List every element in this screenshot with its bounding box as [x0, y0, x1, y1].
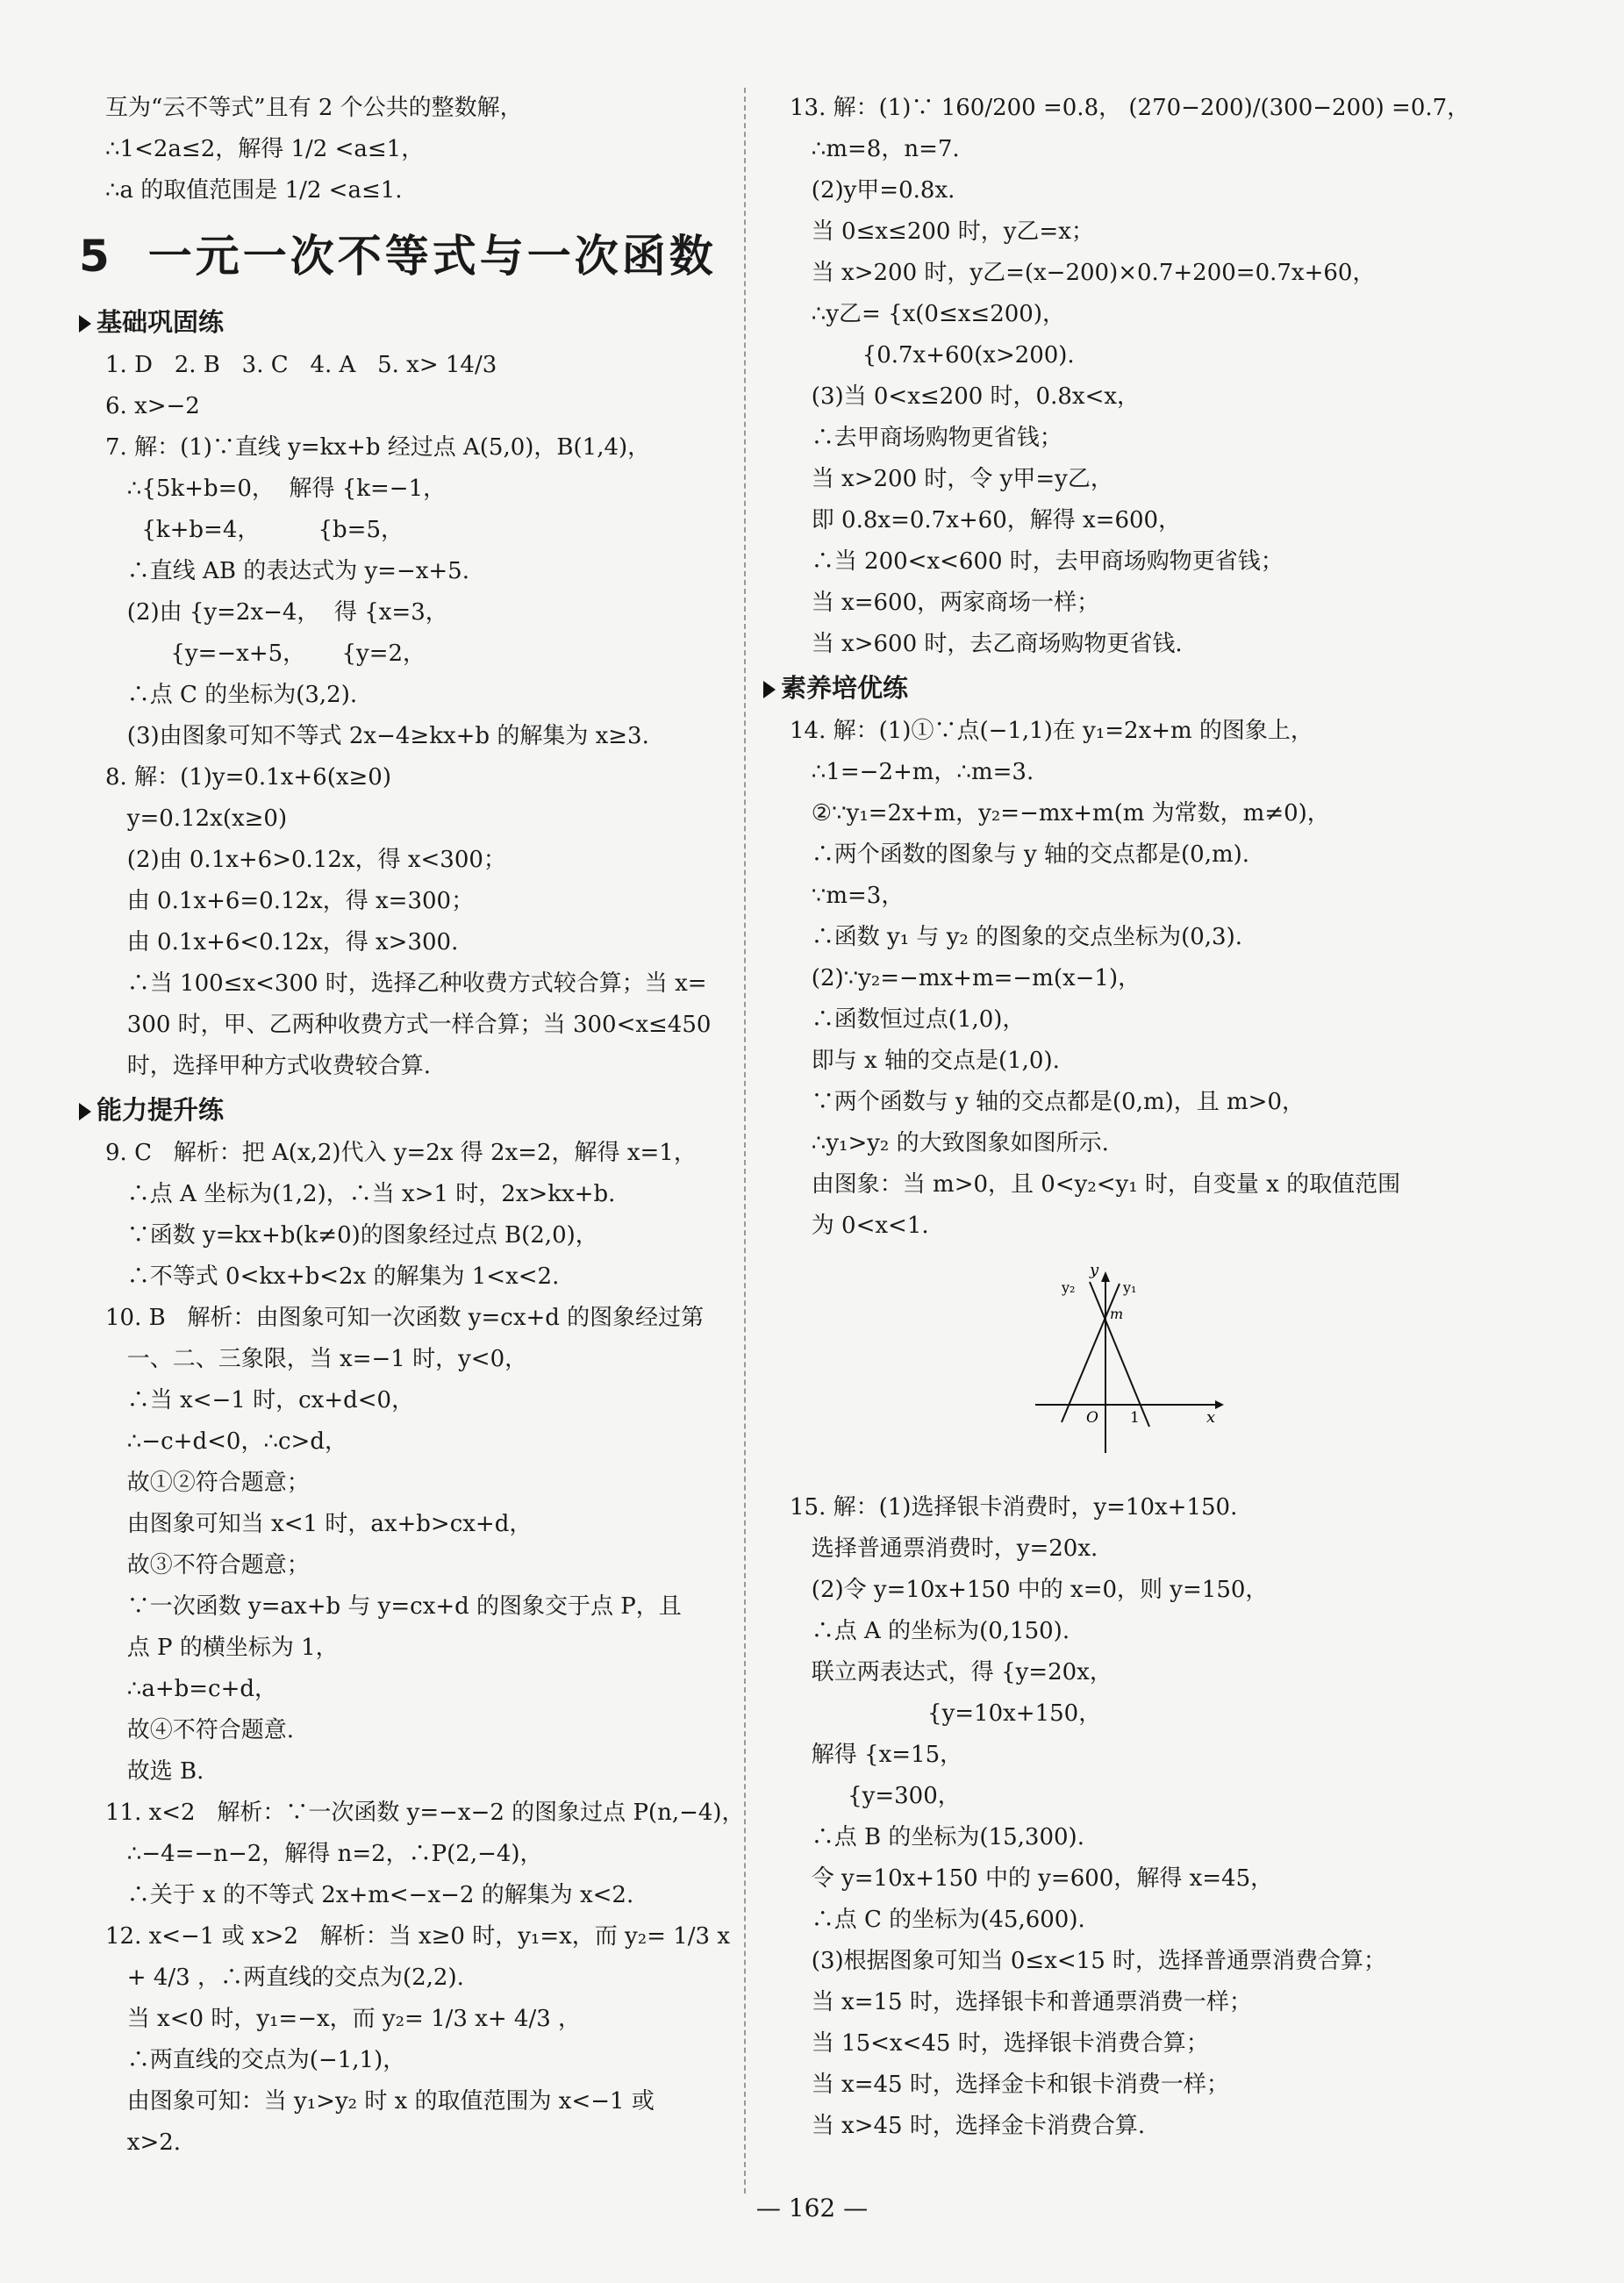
intro-lines: [105, 88, 719, 211]
text-line: (3)当 0<x≤200 时，0.8x<x，: [790, 383, 1141, 410]
text-line: 9. C 解析：把 A(x,2)代入 y=2x 得 2x=2，解得 x=1，: [105, 1140, 697, 1166]
text-line: (2)令 y=10x+150 中的 x=0，则 y=150，: [790, 1577, 1269, 1603]
text-line: 15. 解：(1)选择银卡消费时，y=10x+150.: [790, 1494, 1238, 1521]
text-line: 13. 解：(1)∵ 160/200 =0.8， (270−200)/(300−200) =0.7，: [790, 95, 1470, 121]
basic-lines: [105, 345, 719, 1087]
text-line: 一、二、三象限，当 x=−1 时，y<0，: [105, 1346, 528, 1372]
text-line: 12. x<−1 或 x>2 解析：当 x≥0 时，y₁=x，而 y₂= 1/3 x: [105, 1923, 730, 1950]
text-line: 当 x>45 时，选择金卡消费合算.: [790, 2113, 1146, 2139]
text-line: ∴函数恒过点(1,0)，: [790, 1006, 1026, 1033]
left-column: [79, 88, 745, 2164]
text-line: {y=300，: [790, 1783, 961, 1809]
text-line: 当 15<x<45 时，选择银卡消费合算；: [790, 2030, 1209, 2057]
y2-label: y₂: [1062, 1279, 1076, 1296]
function-graph: [1027, 1264, 1430, 1470]
text-line: 为 0<x<1.: [790, 1213, 929, 1239]
text-line: 由图象可知：当 y₁>y₂ 时 x 的取值范围为 x<−1 或: [105, 2088, 655, 2115]
text-line: 当 x=15 时，选择银卡和普通票消费一样；: [790, 1989, 1252, 2015]
text-line: 故④不符合题意.: [105, 1717, 295, 1743]
text-line: ∵函数 y=kx+b(k≠0)的图象经过点 B(2,0)，: [105, 1222, 598, 1249]
text-line: (3)由图象可知不等式 2x−4≥kx+b 的解集为 x≥3.: [105, 723, 649, 749]
y-axis-label: y: [1090, 1264, 1099, 1279]
text-line: 7. 解：(1)∵直线 y=kx+b 经过点 A(5,0)，B(1,4)，: [105, 434, 651, 461]
text-line: 当 x>200 时，y乙=(x−200)×0.7+200=0.7x+60，: [790, 260, 1376, 286]
text-line: (2)由 {y=2x−4， 得 {x=3，: [105, 599, 448, 626]
ability-lines: [105, 1133, 745, 2164]
text-line: ∴直线 AB 的表达式为 y=−x+5.: [105, 558, 469, 584]
text-line: ∴当 x<−1 时，cx+d<0，: [105, 1387, 415, 1413]
text-line: ∴−c+d<0，∴c>d，: [105, 1428, 347, 1455]
text-line: ∵两个函数与 y 轴的交点都是(0,m)，且 m>0，: [790, 1089, 1306, 1115]
text-line: {k+b=4， {b=5，: [105, 517, 404, 543]
text-line: 300 时，甲、乙两种收费方式一样合算；当 300<x≤450: [105, 1012, 712, 1038]
text-line: ∴关于 x 的不等式 2x+m<−x−2 的解集为 x<2.: [105, 1882, 634, 1908]
text-line: ∴1=−2+m，∴m=3.: [790, 759, 1034, 785]
text-line: ∴两个函数的图象与 y 轴的交点都是(0,m).: [790, 841, 1250, 868]
text-line: ∴y₁>y₂ 的大致图象如图所示.: [790, 1130, 1109, 1156]
text-line: {y=10x+150，: [790, 1700, 1102, 1727]
text-line: ∴函数 y₁ 与 y₂ 的图象的交点坐标为(0,3).: [790, 924, 1242, 950]
text-line: 点 P 的横坐标为 1，: [105, 1635, 339, 1661]
one-label: 1: [1130, 1409, 1140, 1427]
text-line: + 4/3 ，∴两直线的交点为(2,2).: [105, 1965, 464, 1991]
text-line: x>2.: [105, 2129, 182, 2156]
y-axis-arrow: [1101, 1271, 1110, 1282]
text-line: 故①②符合题意；: [105, 1470, 310, 1496]
text-line: 由 0.1x+6=0.12x，得 x=300；: [105, 888, 475, 914]
text-line: 当 x=600，两家商场一样；: [790, 590, 1100, 616]
text-line: 故选 B.: [105, 1758, 204, 1785]
text-line: 11. x<2 解析：∵一次函数 y=−x−2 的图象过点 P(n,−4)，: [105, 1800, 745, 1826]
text-line: 6. x>−2: [105, 393, 200, 419]
text-line: {0.7x+60(x>200).: [790, 342, 1075, 369]
text-line: ∴{5k+b=0， 解得 {k=−1，: [105, 476, 447, 502]
text-line: 选择普通票消费时，y=20x.: [790, 1535, 1098, 1562]
section-number: 5: [79, 231, 113, 282]
text-line: ∴y乙= {x(0≤x≤200)，: [790, 301, 1065, 327]
section-title-text: 一元一次不等式与一次函数: [147, 231, 717, 282]
text-line: 联立两表达式，得 {y=20x，: [790, 1659, 1112, 1685]
text-line: ∴−4=−n−2，解得 n=2，∴P(2,−4)，: [105, 1841, 543, 1867]
text-line: ∴当 200<x<600 时，去甲商场购物更省钱；: [790, 548, 1284, 575]
text-line: ∴1<2a≤2，解得 1/2 <a≤1，: [105, 136, 425, 162]
text-line: (2)y甲=0.8x.: [790, 177, 955, 204]
y1-label: y₁: [1123, 1279, 1137, 1296]
problem-13-lines: [790, 88, 1470, 665]
x-axis-label: x: [1206, 1408, 1216, 1427]
text-line: ∴不等式 0<kx+b<2x 的解集为 1<x<2.: [105, 1263, 560, 1290]
text-line: 14. 解：(1)①∵点(−1,1)在 y₁=2x+m 的图象上，: [790, 718, 1313, 744]
text-line: 时，选择甲种方式收费较合算.: [105, 1053, 432, 1079]
origin-label: O: [1086, 1409, 1098, 1427]
text-line: ∴点 C 的坐标为(3,2).: [105, 682, 358, 708]
text-line: 令 y=10x+150 中的 y=600，解得 x=45，: [790, 1865, 1274, 1892]
column-divider: [744, 88, 746, 2194]
text-line: (2)由 0.1x+6>0.12x，得 x<300；: [105, 847, 506, 873]
problem-15-lines: [790, 1487, 1430, 2147]
text-line: ∴m=8，n=7.: [790, 136, 960, 162]
triangle-icon: [79, 315, 91, 333]
text-line: 当 x>200 时，令 y甲=y乙，: [790, 466, 1113, 492]
text-line: 当 x=45 时，选择金卡和银卡消费一样；: [790, 2072, 1229, 2098]
text-line: ∴点 A 坐标为(1,2)，∴当 x>1 时，2x>kx+b.: [105, 1181, 616, 1207]
text-line: 由图象可知当 x<1 时，ax+b>cx+d，: [105, 1511, 533, 1537]
basic-heading: 基础巩固练: [79, 299, 719, 345]
text-line: 即 0.8x=0.7x+60，解得 x=600，: [790, 507, 1182, 533]
section-title: [79, 217, 719, 296]
text-line: ∴点 A 的坐标为(0,150).: [790, 1618, 1070, 1644]
text-line: 当 x<0 时，y₁=−x，而 y₂= 1/3 x+ 4/3 ，: [105, 2006, 582, 2032]
page-number: — 162 —: [755, 2194, 869, 2222]
text-line: 1. D 2. B 3. C 4. A 5. x> 14/3: [105, 352, 497, 378]
text-line: 当 x>600 时，去乙商场购物更省钱.: [790, 631, 1183, 657]
ability-heading: 能力提升练: [79, 1087, 719, 1133]
text-line: ∴当 100≤x<300 时，选择乙种收费方式较合算；当 x=: [105, 970, 707, 997]
text-line: (3)根据图象可知当 0≤x<15 时，选择普通票消费合算；: [790, 1948, 1387, 1974]
text-line: ∴a+b=c+d，: [105, 1676, 278, 1702]
text-line: 当 0≤x≤200 时，y乙=x；: [790, 218, 1094, 245]
text-line: ∴两直线的交点为(−1,1)，: [105, 2047, 406, 2073]
text-line: y=0.12x(x≥0): [105, 805, 288, 832]
text-line: 解得 {x=15，: [790, 1742, 963, 1768]
text-line: ∴点 C 的坐标为(45,600).: [790, 1907, 1085, 1933]
triangle-icon: [79, 1103, 91, 1120]
text-line: 故③不符合题意；: [105, 1552, 310, 1578]
x-axis-arrow: [1215, 1400, 1224, 1409]
text-line: 10. B 解析：由图象可知一次函数 y=cx+d 的图象经过第: [105, 1305, 705, 1331]
quality-heading: 素养培优练: [763, 665, 1430, 711]
text-line: 由 0.1x+6<0.12x，得 x>300.: [105, 929, 459, 955]
text-line: ∴点 B 的坐标为(15,300).: [790, 1824, 1084, 1850]
text-line: ∴去甲商场购物更省钱；: [790, 425, 1062, 451]
triangle-icon: [763, 681, 776, 698]
text-line: ②∵y₁=2x+m，y₂=−mx+m(m 为常数，m≠0)，: [790, 800, 1330, 827]
text-line: ∵一次函数 y=ax+b 与 y=cx+d 的图象交于点 P，且: [105, 1593, 682, 1620]
text-line: 8. 解：(1)y=0.1x+6(x≥0): [105, 764, 391, 791]
text-line: 即与 x 轴的交点是(1,0).: [790, 1048, 1060, 1074]
text-line: 由图象：当 m>0，且 0<y₂<y₁ 时，自变量 x 的取值范围: [790, 1171, 1401, 1198]
right-column: [781, 88, 1470, 2147]
text-line: {y=−x+5， {y=2，: [105, 641, 426, 667]
text-line: 互为“云不等式”且有 2 个公共的整数解，: [105, 95, 523, 121]
line-y1: [1062, 1284, 1120, 1422]
text-line: ∴a 的取值范围是 1/2 <a≤1.: [105, 177, 403, 204]
m-label: m: [1110, 1306, 1124, 1322]
problem-14-lines: [790, 711, 1430, 1247]
text-line: ∵m=3，: [790, 883, 905, 909]
text-line: (2)∵y₂=−mx+m=−m(x−1)，: [790, 965, 1141, 991]
